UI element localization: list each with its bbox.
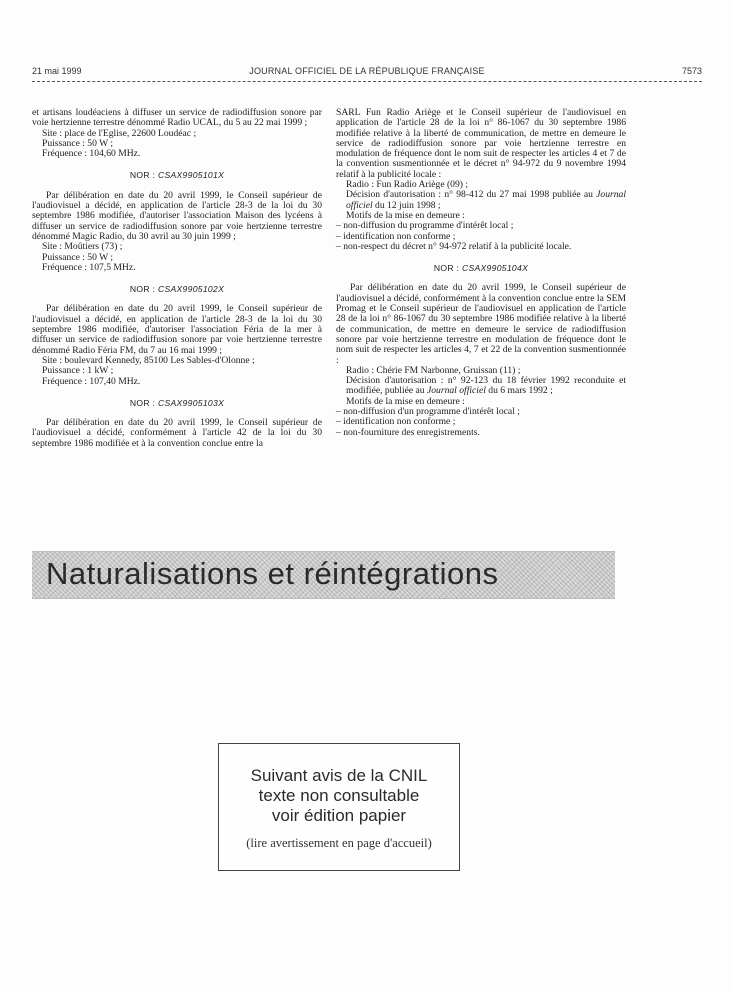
running-header <box>32 66 702 80</box>
paragraph: et artisans loudéaciens à diffuser un service de radiodiffusion sonore par voie hertzienne terrestre dénommé Radio UCAL, du 5 au 22 mai 1999 ; <box>32 107 322 129</box>
nor-reference <box>336 263 626 273</box>
decision-text: Décision d'autorisation : n° 92-123 du 18 février 1992 reconduite et modifiée, publiée au <box>346 375 626 397</box>
decision-text: Décision d'autorisation : n° 98-412 du 27 mai 1998 publiée au <box>346 189 597 201</box>
motif-item: – non-respect du décret n° 94-972 relatif à la publicité locale. <box>336 240 572 252</box>
decision-line <box>336 190 626 211</box>
power-line: Puissance : 50 W ; <box>42 137 114 149</box>
header-date: 21 mai 1999 <box>32 66 82 76</box>
frequency-line: Fréquence : 107,40 MHz. <box>42 375 141 387</box>
radio-line: Radio : Chérie FM Narbonne, Gruissan (11) ; <box>346 364 521 376</box>
paragraph: Par délibération en date du 20 avril 1999, le Conseil supérieur de l'audiovisuel a décidé, en application de l'article 28-3 de la loi du 30 septembre 1986 modifiée, d'autoriser l'association Féria de la mer à diffuser un service de radiodiffusion sonore par voie hertzienne terrestre dénommé Radio Féria FM, du 7 au 16 mai 1999 ; <box>32 303 322 356</box>
power-line: Puissance : 50 W ; <box>42 251 114 263</box>
motifs-heading: Motifs de la mise en demeure : <box>346 209 465 221</box>
journal-officiel-ref: Journal officiel <box>346 189 626 211</box>
notice-line-2: texte non consultable <box>258 786 420 805</box>
nor-code: CSAX9905101X <box>157 170 225 181</box>
radio-line: Radio : Fun Radio Ariège (09) ; <box>346 179 469 191</box>
nor-reference <box>32 170 322 180</box>
paragraph: Par délibération en date du 20 avril 1999, le Conseil supérieur de l'audiovisuel a décidé, conformément à la convention conclue entre la SEM Promag et le Conseil supérieur de l'audiovisuel en application de l'article 28 de la loi n° 86-1067 du 30 septembre 1986 modifiée relative à la liberté de communication, de mettre en demeure le service de radiodiffusion sonore par voie hertzienne terrestre en modulation de fréquence dont le nom suit de respecter les articles 4, 7 et 22 de la convention susmentionnée : <box>336 282 626 366</box>
paragraph: SARL Fun Radio Ariège et le Conseil supérieur de l'audiovisuel en application de l'article 28 de la loi n° 86-1067 du 30 septembre 1986 modifiée relative à la liberté de communication, de mettre en demeure le service de radiodiffusion sonore par voie hertzienne terrestre en modulation de fréquence dont le nom suit de respecter les articles 4 et 7 de la convention susmentionnée et le décret n° 94-972 du 9 novembre 1994 relatif à la publicité locale : <box>336 107 626 180</box>
journal-officiel-ref: Journal officiel <box>427 385 486 397</box>
header-page-number: 7573 <box>681 66 702 76</box>
decision-line <box>336 376 626 397</box>
nor-code: CSAX9905103X <box>157 397 225 408</box>
header-rule <box>32 81 702 82</box>
nor-reference <box>32 284 322 294</box>
nor-label: NOR : <box>129 397 156 408</box>
motifs-heading: Motifs de la mise en demeure : <box>346 395 465 407</box>
notice-line-1: Suivant avis de la CNIL <box>250 766 428 785</box>
section-title: Naturalisations et réintégrations <box>46 556 499 591</box>
paragraph: Par délibération en date du 20 avril 1999, le Conseil supérieur de l'audiovisuel a décidé, conformément à l'article 42 de la loi du 30 septembre 1986 modifiée et à la convention conclue entre la <box>32 417 322 449</box>
notice-line-4: (lire avertissement en page d'accueil) <box>246 836 432 850</box>
site-line: Site : place de l'Eglise, 22600 Loudéac ; <box>42 127 197 139</box>
left-column <box>32 108 322 449</box>
site-line: Site : boulevard Kennedy, 85100 Les Sables-d'Olonne ; <box>42 354 255 366</box>
power-line: Puissance : 1 kW ; <box>42 365 114 377</box>
decision-date: du 12 juin 1998 ; <box>372 199 441 211</box>
frequency-line: Fréquence : 104,60 MHz. <box>42 148 141 160</box>
right-column <box>336 108 626 438</box>
nor-code: CSAX9905102X <box>157 284 225 295</box>
motif-item: – non-fourniture des enregistrements. <box>336 426 480 438</box>
motif-item: – identification non conforme ; <box>336 416 456 428</box>
nor-code: CSAX9905104X <box>461 263 529 274</box>
frequency-line: Fréquence : 107,5 MHz. <box>42 261 136 273</box>
decision-date: du 6 mars 1992 ; <box>485 385 553 397</box>
paragraph: Par délibération en date du 20 avril 1999, le Conseil supérieur de l'audiovisuel a décidé, en application de l'article 28-3 de la loi du 30 septembre 1986 modifiée, d'autoriser l'association Maison des lycéens à diffuser un service de radiodiffusion sonore par voie hertzienne terrestre dénommé Magic Radio, du 30 avril au 30 juin 1999 ; <box>32 189 322 242</box>
nor-label: NOR : <box>433 263 460 274</box>
nor-label: NOR : <box>129 170 156 181</box>
nor-label: NOR : <box>129 284 156 295</box>
nor-reference <box>32 398 322 408</box>
site-line: Site : Moûtiers (73) ; <box>42 241 123 253</box>
motif-item: – non-diffusion d'un programme d'intérêt local ; <box>336 406 520 418</box>
header-journal-title: JOURNAL OFFICIEL DE LA RÉPUBLIQUE FRANÇAISE <box>249 66 485 76</box>
cnil-notice-box <box>218 743 460 871</box>
notice-line-3: voir édition papier <box>271 806 407 825</box>
motif-item: – identification non conforme ; <box>336 230 456 242</box>
motif-item: – non-diffusion du programme d'intérêt local ; <box>336 220 514 232</box>
